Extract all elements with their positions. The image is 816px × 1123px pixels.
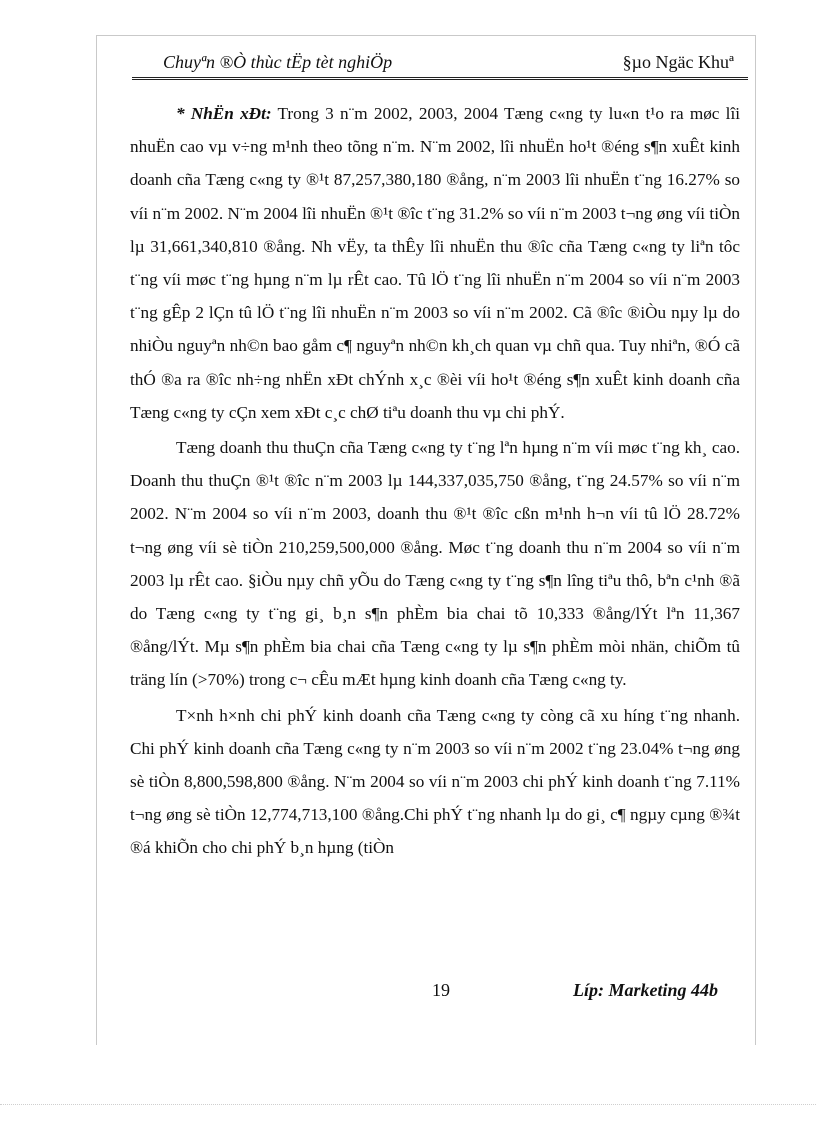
paragraph-text: Trong 3 n¨m 2002, 2003, 2004 Tæng c«ng ty lu«n t¹o ra møc lîi nhuËn cao vµ v÷ng m¹nh theo tõng n¨m. N¨m 2002, lîi nhuËn ho¹t ®éng s¶n xuÊt kinh doanh cña Tæng c«ng ty ®¹t 87,257,380,180 ®ång, n¨m 2003 lîi nhuËn t¨ng 16.27% so víi n¨m 2002. N¨m 2004 lîi nhuËn ®¹t ®îc t¨ng 31.2% so víi n¨m 2003 t¬ng øng víi tiÒn lµ 31,661,340,810 ®ång. Nh vËy, ta thÊy lîi nhuËn thu ®îc cña Tæng c«ng ty liªn tôc t¨ng víi møc t¨ng hµng n¨m lµ rÊt cao. Tû lÖ t¨ng lîi nhuËn n¨m 2004 so víi n¨m 2003 t¨ng gÊp 2 lÇn tû lÖ t¨ng lîi nhuËn n¨m 2003 so víi n¨m 2002. Cã ®îc ®iÒu nµy lµ do nhiÒu nguyªn nh©n bao gåm c¶ nguyªn nh©n kh¸ch quan vµ chñ qua. Tuy nhiªn, ®Ó cã thÓ ®a ra ®îc nh÷ng nhËn xÐt chÝnh x¸c ®èi víi ho¹t ®éng s¶n xuÊt kinh doanh cña Tæng c«ng ty cÇn xem xÐt c¸c chØ tiªu doanh thu vµ chi phÝ. xyxy=(130,104,740,422)
page-number: 19 xyxy=(432,980,450,1000)
page-footer xyxy=(130,980,740,1010)
paragraph-lead: * NhËn xÐt: xyxy=(176,104,272,123)
paragraph xyxy=(130,97,740,429)
class-label: Líp: Marketing 44b xyxy=(572,980,718,1000)
document-body xyxy=(130,97,740,865)
paragraph xyxy=(130,699,740,865)
page-header xyxy=(130,48,746,76)
paragraph xyxy=(130,431,740,697)
page-bottom-divider xyxy=(0,1104,816,1105)
header-author: §µo Ngäc Khuª xyxy=(622,52,734,72)
header-rule xyxy=(132,77,748,80)
paragraph-text: Tæng doanh thu thuÇn cña Tæng c«ng ty t¨ng lªn hµng n¨m víi møc t¨ng kh¸ cao. Doanh thu thuÇn ®¹t ®îc n¨m 2003 lµ 144,337,035,750 ®ång, t¨ng 24.57% so víi n¨m 2002. N¨m 2004 so víi n¨m 2003, doanh thu ®¹t ®îc cßn m¹nh h¬n víi tû lÖ 28.72% t¬ng øng víi sè tiÒn 210,259,500,000 ®ång. Møc t¨ng doanh thu n¨m 2004 so víi n¨m 2003 lµ rÊt cao. §iÒu nµy chñ yÕu do Tæng c«ng ty t¨ng s¶n lîng tiªu thô, bªn c¹nh ®ã do Tæng c«ng ty t¨ng gi¸ b¸n s¶n phÈm bia chai tõ 10,333 ®ång/lÝt lªn 11,367 ®ång/lÝt. Mµ s¶n phÈm bia chai cña Tæng c«ng ty lµ s¶n phÈm mòi nhän, chiÕm tû träng lín (>70%) trong c¬ cÊu mÆt hµng kinh doanh cña Tæng c«ng ty. xyxy=(130,438,740,690)
header-title: Chuyªn ®Ò thùc tËp tèt nghiÖp xyxy=(163,52,393,72)
paragraph-text: T×nh h×nh chi phÝ kinh doanh cña Tæng c«ng ty còng cã xu híng t¨ng nhanh. Chi phÝ kinh doanh cña Tæng c«ng ty n¨m 2003 so víi n¨m 2002 t¨ng 23.04% t¬ng øng sè tiÒn 8,800,598,800 ®ång. N¨m 2004 so víi n¨m 2003 chi phÝ kinh doanh t¨ng 7.11% t¬ng øng sè tiÒn 12,774,713,100 ®ång.Chi phÝ t¨ng nhanh lµ do gi¸ c¶ ngµy cµng ®¾t ®á khiÕn cho chi phÝ b¸n hµng (tiÒn xyxy=(130,705,740,858)
